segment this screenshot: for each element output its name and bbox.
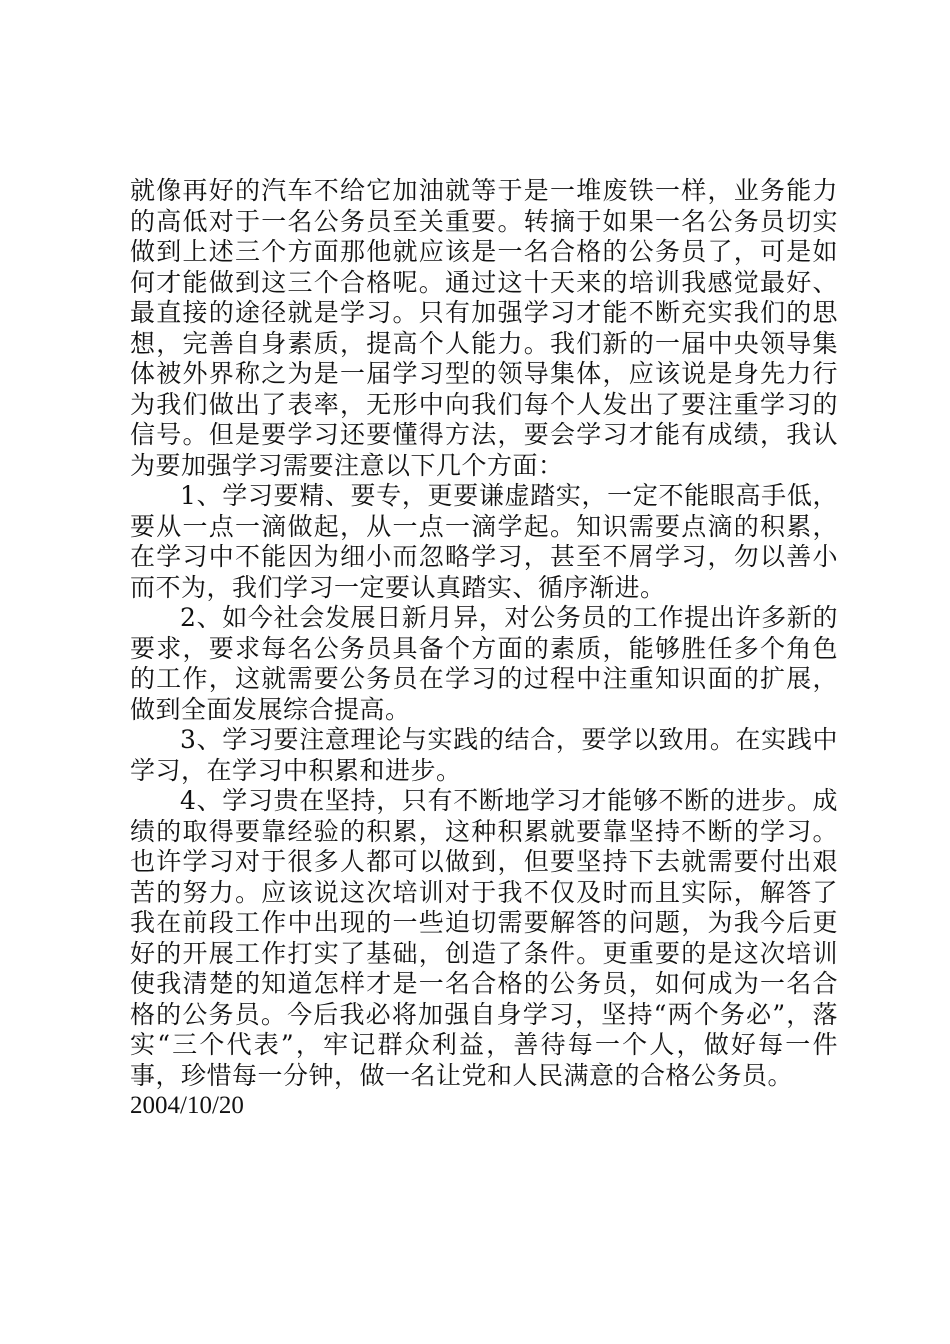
body-paragraph: 就像再好的汽车不给它加油就等于是一堆废铁一样，业务能力的高低对于一名公务员至关重要。转摘于如果一名公务员切实做到上述三个方面那他就应该是一名合格的公务员了，可是如何才能做到这三个合格呢。通过这十天来的培训我感觉最好、最直接的途径就是学习。只有加强学习才能不断充实我们的思想，完善自身素质，提高个人能力。我们新的一届中央领导集体被外界称之为是一届学习型的领导集体，应该说是身先力行为我们做出了表率，无形中向我们每个人发出了要注重学习的信号。但是要学习还要懂得方法，要会学习才能有成绩，我认为要加强学习需要注意以下几个方面：	[130, 176, 838, 480]
list-item-3: 3、学习要注意理论与实践的结合，要学以致用。在实践中学习，在学习中积累和进步。	[130, 725, 838, 785]
list-item-1: 1、学习要精、要专，更要谦虚踏实，一定不能眼高手低，要从一点一滴做起，从一点一滴学起。知识需要点滴的积累，在学习中不能因为细小而忽略学习，甚至不屑学习，勿以善小而不为，我们学习一定要认真踏实、循序渐进。	[130, 481, 838, 602]
document-body	[130, 176, 838, 1122]
list-item-4: 4、学习贵在坚持，只有不断地学习才能够不断的进步。成绩的取得要靠经验的积累，这种积累就要靠坚持不断的学习。也许学习对于很多人都可以做到，但要坚持下去就需要付出艰苦的努力。应该说这次培训对于我不仅及时而且实际，解答了我在前段工作中出现的一些迫切需要解答的问题，为我今后更好的开展工作打实了基础，创造了条件。更重要的是这次培训使我清楚的知道怎样才是一名合格的公务员，如何成为一名合格的公务员。今后我必将加强自身学习，坚持“两个务必”，落实“三个代表”，牢记群众利益，善待每一个人，做好每一件事，珍惜每一分钟，做一名让党和人民满意的合格公务员。	[130, 786, 838, 1090]
list-item-2: 2、如今社会发展日新月异，对公务员的工作提出许多新的要求，要求每名公务员具备个方面的素质，能够胜任多个角色的工作，这就需要公务员在学习的过程中注重知识面的扩展，做到全面发展综合提高。	[130, 603, 838, 724]
document-date: 2004/10/20	[130, 1092, 244, 1119]
